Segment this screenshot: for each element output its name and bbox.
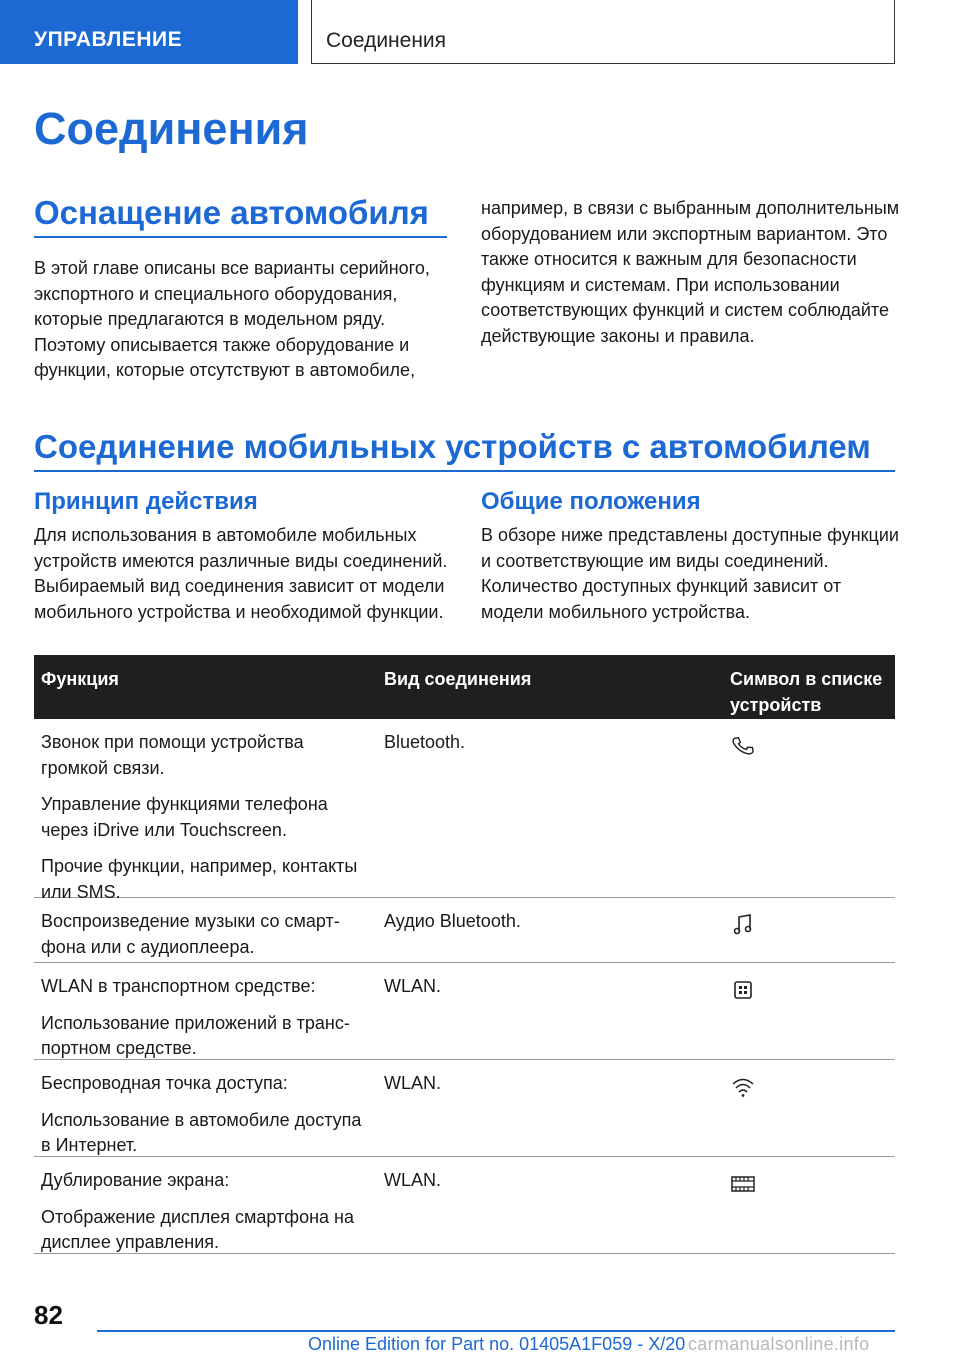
vehicle-equipment-para-1: В этой главе описаны все варианты серийного, экспортного и специального оборудования, которые предлагаются в модельном ряду. Поэтому описывается также оборудование и функции, которые отсутствуют в автомобиле, (34, 258, 430, 380)
function-text: WLAN в транспортном средстве: (41, 976, 316, 996)
table-row (34, 1157, 895, 1254)
function-cell (41, 730, 371, 916)
function-text: Воспроизведение музыки со смартфона или с аудиоплеера. (41, 911, 340, 957)
function-text: Использование в автомобиле доступа в Интернет. (41, 1109, 362, 1155)
heading-rule (34, 236, 447, 238)
screen-mirroring-icon (730, 1171, 756, 1197)
table-row (34, 898, 895, 963)
function-text: Беспроводная точка доступа: (41, 1073, 288, 1093)
function-text: Звонок при помощи устройства громкой связи. (41, 732, 304, 778)
header-connection: Вид соединения (384, 669, 532, 689)
vehicle-equipment-heading: Оснащение автомобиля (34, 194, 429, 231)
function-text: Дублирование экрана: (41, 1170, 230, 1190)
general-heading: Общие положения (481, 488, 701, 515)
page-title: Соединения (34, 103, 309, 154)
heading-rule (34, 470, 895, 472)
header-function: Функция (41, 669, 119, 689)
chapter-tab: Соединения (311, 0, 895, 64)
function-cell (41, 909, 371, 971)
vehicle-equipment-para-2: например, в связи с выбранным дополнительным оборудованием или экспортным вариантом. Это также относится к важным для безопасности функциям и системам. При использовании соответствующих функций и систем соблюдайте действующие законы и правила. (481, 198, 900, 346)
connection-cell: WLAN. (384, 1170, 442, 1190)
principle-heading: Принцип действия (34, 488, 258, 515)
watermark: carmanualsonline.info (688, 1334, 870, 1354)
section-tab: УПРАВЛЕНИЕ (0, 0, 298, 64)
table-row (34, 1060, 895, 1157)
table-header (34, 655, 895, 719)
function-cell (41, 1168, 371, 1267)
principle-text: Для использования в автомобиле мобильных устройств имеются различные виды соединений. Выбираемый вид соединения зависит от модели мобильного устройства и необходимой функции. (34, 525, 448, 622)
function-text: Управление функциями телефона через iDrive или Touchscreen. (41, 794, 328, 840)
wifi-icon (730, 1074, 756, 1100)
connection-cell: Аудио Bluetooth. (384, 911, 521, 931)
table-row (34, 719, 895, 902)
general-text: В обзоре ниже представлены доступные функции и соответствующие им виды соединений. Количество доступных функций зависит от модели мобильного устройства. (481, 525, 899, 622)
connection-cell: WLAN. (384, 1073, 442, 1093)
function-text: Отображение дисплея смартфона на дисплее управления. (41, 1206, 354, 1252)
function-text: Использование приложений в транспортном средстве. (41, 1012, 350, 1058)
footer-rule (97, 1330, 895, 1332)
connections-table (34, 655, 895, 1254)
table-row (34, 963, 895, 1060)
footer-edition: Online Edition for Part no. 01405A1F059 - X/20 (308, 1334, 686, 1354)
apps-icon (730, 977, 756, 1003)
page-number: 82 (34, 1300, 63, 1330)
header-symbol: Символ в списке устройств (730, 669, 883, 715)
phone-icon (730, 733, 756, 759)
function-text: Прочие функции, например, контакты или SMS. (41, 856, 358, 902)
connection-cell: WLAN. (384, 976, 442, 996)
connection-section-heading: Соединение мобильных устройств с автомобилем (34, 428, 871, 465)
function-cell (41, 1071, 371, 1170)
connection-cell: Bluetooth. (384, 732, 466, 752)
music-note-icon (730, 912, 756, 938)
function-cell (41, 974, 371, 1073)
